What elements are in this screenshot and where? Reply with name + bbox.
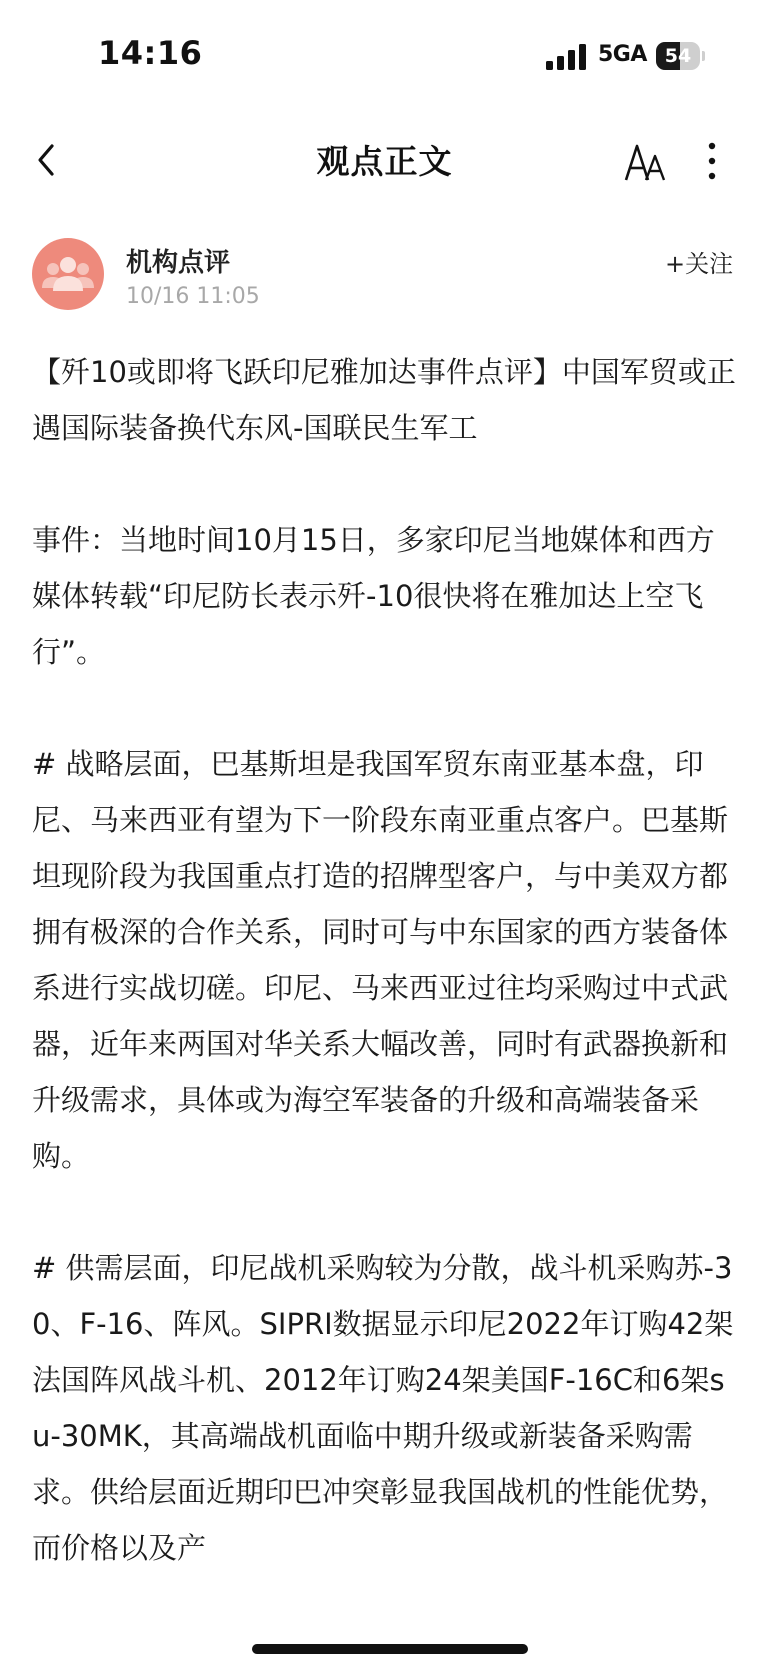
- nav-bar: [0, 110, 769, 210]
- battery-level: 54: [664, 45, 692, 67]
- author-name[interactable]: 机构点评: [126, 248, 231, 278]
- status-bar: [0, 0, 769, 110]
- more-button[interactable]: [700, 136, 724, 186]
- chevron-left-icon: [28, 134, 72, 186]
- more-vertical-icon: [700, 136, 724, 186]
- group-avatar-icon: [32, 238, 104, 310]
- author-row: [0, 232, 769, 318]
- article-body: [32, 344, 740, 1632]
- post-time: 10/16 11:05: [126, 284, 260, 309]
- avatar[interactable]: [32, 238, 104, 310]
- signal-bars-icon: [546, 44, 586, 70]
- network-label: 5GA: [598, 42, 647, 67]
- back-button[interactable]: [28, 134, 72, 186]
- font-size-button[interactable]: [624, 140, 670, 184]
- follow-button[interactable]: +关注: [665, 250, 734, 278]
- battery-icon: [656, 42, 706, 70]
- article-paragraph: 事件：当地时间10月15日，多家印尼当地媒体和西方媒体转载“印尼防长表示歼-10很快将在雅加达上空飞行”。: [32, 523, 715, 669]
- article-paragraph: # 供需层面，印尼战机采购较为分散，战斗机采购苏-30、F-16、阵风。SIPRI数据显示印尼2022年订购42架法国阵风战斗机、2012年订购24架美国F-16C和6架su-30MK，其高端战机面临中期升级或新装备采购需求。供给层面近期印巴冲突彰显我国战机的性能优势，而价格以及产: [32, 1251, 734, 1565]
- font-size-icon: [624, 140, 670, 184]
- home-indicator[interactable]: [252, 1644, 528, 1654]
- article-headline: 【歼10或即将飞跃印尼雅加达事件点评】中国军贸或正遇国际装备换代东风-国联民生军工: [32, 355, 736, 445]
- page-title: 观点正文: [316, 142, 453, 181]
- article-paragraph: # 战略层面，巴基斯坦是我国军贸东南亚基本盘，印尼、马来西亚有望为下一阶段东南亚重点客户。巴基斯坦现阶段为我国重点打造的招牌型客户，与中美双方都拥有极深的合作关系，同时可与中东国家的西方装备体系进行实战切磋。印尼、马来西亚过往均采购过中式武器，近年来两国对华关系大幅改善，同时有武器换新和升级需求，具体或为海空军装备的升级和高端装备采购。: [32, 747, 729, 1173]
- status-time: 14:16: [98, 34, 203, 72]
